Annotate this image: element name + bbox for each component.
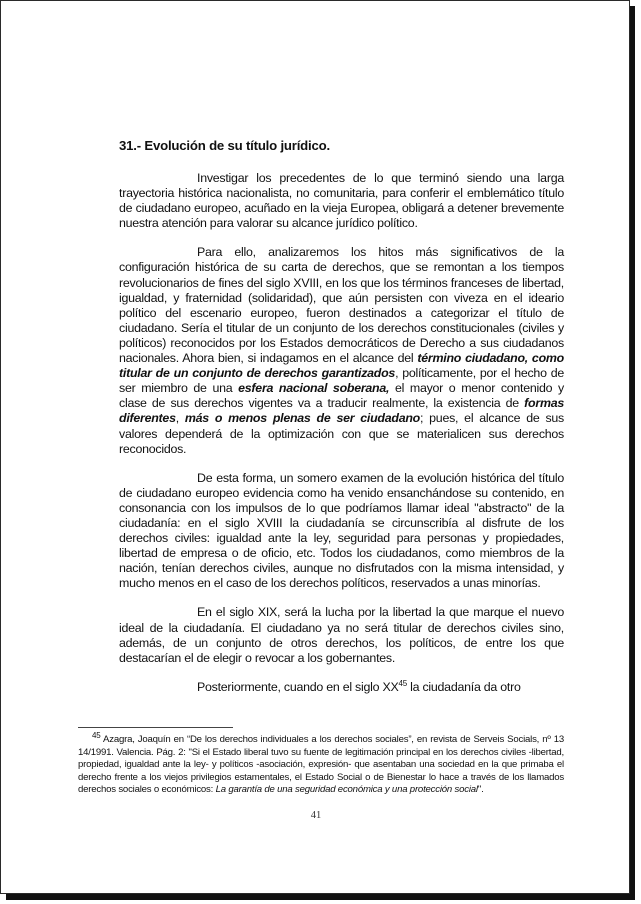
emphasis-esfera-nacional: esfera nacional soberana,: [238, 381, 390, 396]
paragraph-2-text-i: ; pues, el alcance de sus valores dependerá de la optimización con que se materialicen sus derechos reconocidos.: [119, 411, 564, 456]
page-number: 41: [310, 810, 322, 821]
paragraph-1: Investigar los precedentes de lo que terminó siendo una larga trayectoria histórica nacionalista, no comunitaria, para conferir el emblemático título de ciudadano europeo, acuñado en la vieja Europea, obligará a detener brevemente nuestra atención para valorar su alcance jurídico político.: [119, 171, 564, 231]
emphasis-formas-diferentes: formas diferentes: [119, 396, 564, 426]
paragraph-5-text-a: Posteriormente, cuando en el siglo XX: [197, 679, 399, 694]
paragraph-2: [119, 245, 564, 456]
paragraph-2-text-c: , políticamente, por el hecho de ser miembro de una: [119, 366, 564, 396]
footnote-reference[interactable]: 45: [398, 678, 407, 688]
footnote-text: Azagra, Joaquín en “De los derechos individuales a los derechos sociales”, en revista de Serveis Socials, nº 13 14/1991. Valencia. Pág. 2: "Si el Estado liberal tuvo su fuente de legitimación principal en los derechos civiles -libertad, propiedad, igualdad ante la ley- y políticos -asociación, expresión- que asentaban una sociedad en la que primaba el derecho frente a los viejos privilegios estamentales, el Estado Social o de Bienestar lo hace a través de los llamados derechos sociales o económicos:: [78, 734, 564, 796]
paragraph-2-text-a: Para ello, analizaremos los hitos más significativos de la configuración histórica de su carta de derechos, que se remontan a los tiempos revolucionarios de fines del siglo XVIII, en los que los términos franceses de libertad, igualdad, y fraternidad (solidaridad), que aún persisten con viveza en el ideario político del escenario europeo, fueron destinados a categorizar el título de ciudadano. Sería el titular de un conjunto de los derechos constitucionales (civiles y políticos) reconocidos por los Estados democráticos de Derecho a sus ciudadanos nacionales. Ahora bien, si indagamos en el alcance del: [119, 245, 564, 366]
footnote-italic-quote: La garantía de una seguridad económica y una protección social: [215, 784, 478, 796]
emphasis-mas-o-menos-plenas: más o menos plenas de ser ciudadano: [184, 411, 420, 426]
paragraph-2-text-g: ,: [175, 411, 185, 426]
section-heading: 31.- Evolución de su título jurídico.: [119, 138, 330, 153]
page-shadow-bottom: [6, 894, 635, 900]
footnote-end: ".: [477, 784, 484, 796]
paragraph-3: De esta forma, un somero examen de la evolución histórica del título de ciudadano europeo evidencia como ha venido ensanchándose su contenido, en consonancia con los impulsos de lo que podríamos llamar ideal "abstracto" de la ciudadanía: en el siglo XVIII la ciudadanía se circunscribía al disfrute de los derechos civiles: igualdad ante la ley, seguridad para personas y propiedades, libertad de empresa o de oficio, etc. Todos los ciudadanos, como miembros de la nación, tenían derechos civiles, aunque no disfrutados con la misma intensidad, y mucho menos en el caso de los derechos políticos, reservados a unas minorías.: [119, 470, 564, 591]
paragraph-4: En el siglo XIX, será la lucha por la libertad la que marque el nuevo ideal de la ciudadanía. El ciudadano ya no será titular de derechos civiles sino, además, de un conjunto de otros derechos, los políticos, de entre los que destacarían el de elegir o revocar a los gobernantes.: [119, 605, 564, 665]
paragraph-5: [119, 680, 564, 695]
paragraph-2-text-e: el mayor o menor contenido y clase de sus derechos vigentes va a traducir realmente, la existencia de: [119, 381, 565, 411]
emphasis-termino-ciudadano: término ciudadano, como titular de un conjunto de derechos garantizados: [119, 351, 564, 381]
footnote-marker: 45: [92, 730, 101, 740]
paragraph-5-text-b: la ciudadanía da otro: [406, 679, 521, 694]
body-text: [119, 138, 564, 709]
footnote-separator: [78, 727, 233, 728]
footnote: [78, 730, 564, 797]
page-shadow-right: [630, 6, 635, 900]
